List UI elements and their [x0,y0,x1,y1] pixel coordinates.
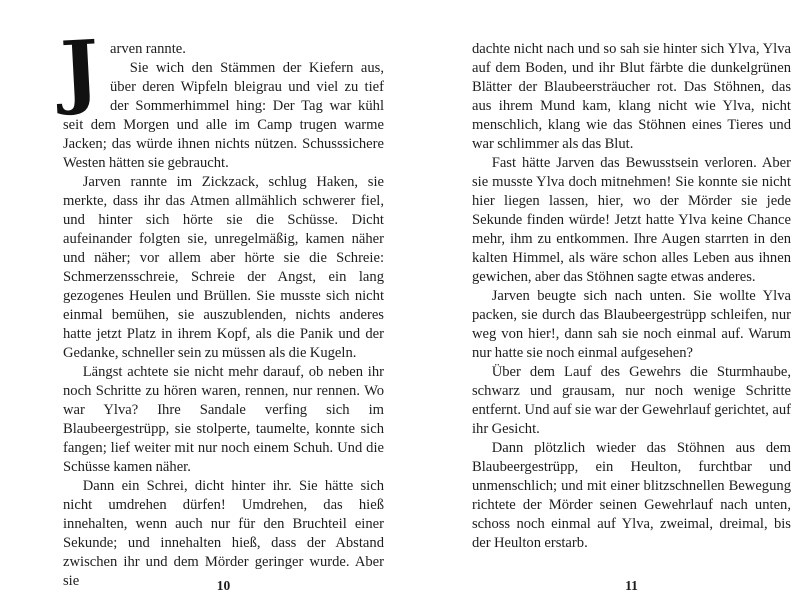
paragraph: arven rannte. [110,41,186,57]
page-number-left: 10 [216,578,231,593]
page-left [58,22,384,591]
page-number-right: 11 [625,578,638,593]
paragraph: Dann ein Schrei, dicht hinter ihr. Sie hätte sich nicht umdrehen dürfen! Umdrehen, das hieß innehalten, wenn auch nur für den Bruchteil einer Sekunde; und innehalten hieß, dass der Abstand zwischen ihr und dem Mörder geringer wurde. Aber sie [63,478,384,589]
paragraph: Über dem Lauf des Gewehrs die Sturmhaube, schwarz und grausam, nur noch wenige Schritte entfernt. Und auf sie war der Gewehrlauf gerichtet, auf ihr Gesicht. [472,364,791,437]
paragraph: Jarven rannte im Zickzack, schlug Haken, sie merkte, dass ihr das Atmen allmählich schwerer fiel, und hinter sich hörte sie die Schüsse. Dicht aufeinander folgten sie, unregelmäßig, kamen näher und näher; vor allem aber hörte sie die Schreie: Schmerzensschreie, Schreie der Angst, ein lang gezogenes Heulen und Brüllen. Sie musste sich nicht einmal bemühen, sie auszublenden, nichts anderes hatte jetzt Platz in ihrem Kopf, als die Panik und der Gedanke, schneller sein zu müssen als die Kugeln. [63,174,384,361]
page-right [472,40,791,553]
paragraph: Längst achtete sie nicht mehr darauf, ob neben ihr noch Schritte zu hören waren, rennen, nur rennen. Wo war Ylva? Ihre Sandale verfing sich im Blaubeergestrüpp, sie stolperte, taumelte, konnte sich fangen; lief weiter mit nur noch einem Schuh. Und die Schüsse kamen näher. [63,364,384,475]
paragraph: Sie wich den Stämmen der Kiefern aus, über deren Wipfeln bleigrau und viel zu tief der Sommerhimmel hing: Der Tag war kühl seit dem Morgen und alle im Camp trugen warme Jacken; das würde ihnen nichts nützen. Schusssichere Westen hätten sie gebraucht. [63,60,384,171]
page-right-text [472,40,791,553]
paragraph: Dann plötzlich wieder das Stöhnen aus dem Blaubeergestrüpp, ein Heulton, furchtbar und unmenschlich; und mit einer blitzschnellen Bewegung richtete der Mörder seinen Gewehrlauf nach unten, schoss noch einmal auf Ylva, zweimal, dreimal, bis der Heulton erstarb. [472,440,791,551]
page-left-text [58,22,384,591]
drop-cap [58,22,103,118]
paragraph: Jarven beugte sich nach unten. Sie wollte Ylva packen, sie durch das Blaubeergestrüpp schleifen, nur weg von hier!, dann sah sie noch einmal auf. Warum nur hatte sie noch einmal aufgesehen? [472,288,791,361]
drop-cap-letter: J [58,22,100,118]
paragraph: Fast hätte Jarven das Bewusstsein verloren. Aber sie musste Ylva doch mitnehmen! Sie konnte sie nicht hier liegen lassen, hier, wo der Mörder sie jede Sekunde finden würde! Jetzt hatte Ylva keine Chance mehr, ihm zu entkommen. Ihre Augen starrten in den kalten Himmel, als wäre schon alles Leben aus ihnen gewichen, aber das Stöhnen sagte etwas anderes. [472,155,791,285]
paragraph: dachte nicht nach und so sah sie hinter sich Ylva, Ylva auf dem Boden, und ihr Blut färbte die dunkelgrünen Blätter der Blaubeersträucher rot. Das Stöhnen, das aus ihrem Mund kam, klang nicht wie Ylva, nicht menschlich, klang wie das Stöhnen eines Tieres und war schlimmer als das Blut. [472,41,791,152]
